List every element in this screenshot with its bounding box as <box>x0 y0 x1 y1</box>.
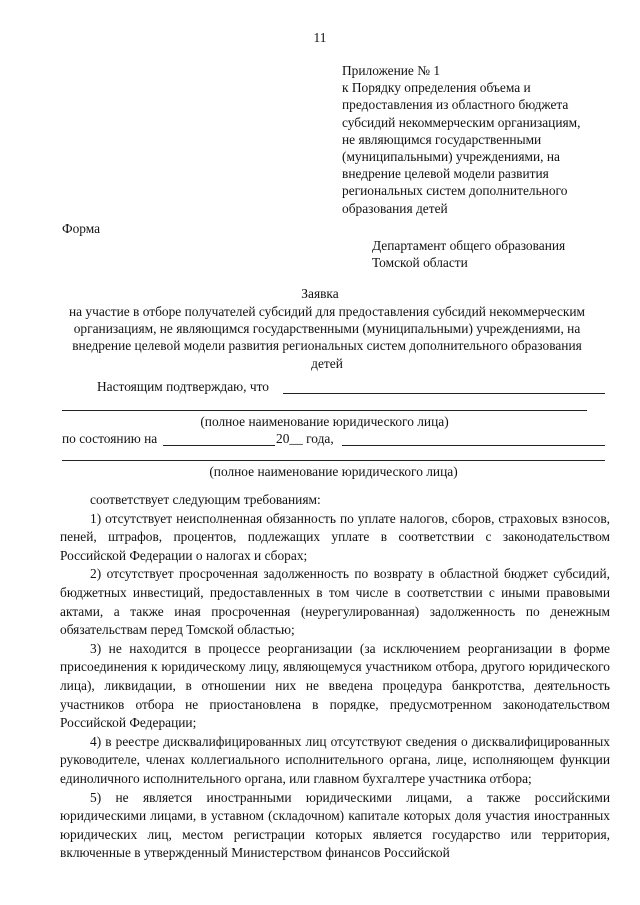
appendix-line: предоставления из областного бюджета <box>342 97 569 113</box>
appendix-line: субсидий некоммерческим организациям, <box>342 114 581 130</box>
org-name-blank-2[interactable] <box>62 410 587 411</box>
form-label: Форма <box>62 221 101 236</box>
requirement-4: 4) в реестре дисквалифицированных лиц отсутствуют сведения о дисквалифицированных руководителе, членах коллегиального исполнительного органа, лице, исполняющем функции единоличного исполнительного органа, или главном бухгалтере участника отбора; <box>60 733 610 786</box>
appendix-line: Приложение № 1 <box>342 63 441 78</box>
appendix-line: к Порядку определения объема и <box>342 80 531 96</box>
date-blank[interactable] <box>163 445 275 446</box>
recipient-block <box>372 237 565 271</box>
as-of-year: 20__ года, <box>276 431 334 446</box>
page-number: 11 <box>313 30 327 45</box>
org-name-hint-2: (полное наименование юридического лица) <box>209 464 458 479</box>
appendix-line: (муниципальными) учреждениями, на <box>342 149 560 165</box>
appendix-header <box>342 62 580 217</box>
requirements-body <box>60 491 610 863</box>
recipient-line-2: Томской области <box>372 255 468 271</box>
requirement-1: 1) отсутствует неисполненная обязанность по уплате налогов, сборов, страховых взносов, пеней, штрафов, процентов, подлежащих уплате в соответствии с законодательством Российской Федерации о налогах и сборах; <box>60 510 610 563</box>
org-name-hint-1: (полное наименование юридического лица) <box>200 414 449 429</box>
requirement-3: 3) не находится в процессе реорганизации (за исключением реорганизации в форме присоединения к юридическому лицу, являющемуся участником отбора, другого юридического лица), ликвидации, в отношении них не введена процедура банкротства, деятельность участников отбора не приостановлена в порядке, предусмотренном законодательством Российской Федерации; <box>60 640 610 731</box>
as-of-blank[interactable] <box>342 445 605 446</box>
org-name-blank-3[interactable] <box>62 460 605 461</box>
appendix-line: образования детей <box>342 200 448 216</box>
recipient-line-1: Департамент общего образования <box>372 238 566 253</box>
confirm-label: Настоящим подтверждаю, что <box>97 379 269 394</box>
requirements-intro: соответствует следующим требованиям: <box>90 492 321 507</box>
appendix-line: региональных систем дополнительного <box>342 183 568 199</box>
appendix-line: не являющимся государственными <box>342 131 542 147</box>
appendix-line: внедрение целевой модели развития <box>342 166 549 182</box>
requirement-5: 5) не является иностранными юридическими лицами, а также российскими юридическими лицами, в уставном (складочном) капитале которых доля участия иностранных юридических лиц, местом регистрации которых является государство или территория, включенные в утвержденный Министерством финансов Российской <box>60 789 610 861</box>
requirement-2: 2) отсутствует просроченная задолженность по возврату в областной бюджет субсидий, бюджетных инвестиций, предоставленных в том числе в соответствии с иными правовыми актами, а также иная просроченная (неурегулированная) задолженность по денежным обязательствам перед Томской областью; <box>60 566 610 638</box>
document-purpose: на участие в отборе получателей субсидий для предоставления субсидий некоммерческим организациям, не являющимся государственными (муниципальными) учреждениями, на внедрение целевой модели развития региональных систем дополнительного образования детей <box>68 304 586 371</box>
as-of-label: по состоянию на <box>62 431 158 446</box>
org-name-blank-1[interactable] <box>283 393 605 394</box>
document-title: Заявка <box>301 286 339 301</box>
